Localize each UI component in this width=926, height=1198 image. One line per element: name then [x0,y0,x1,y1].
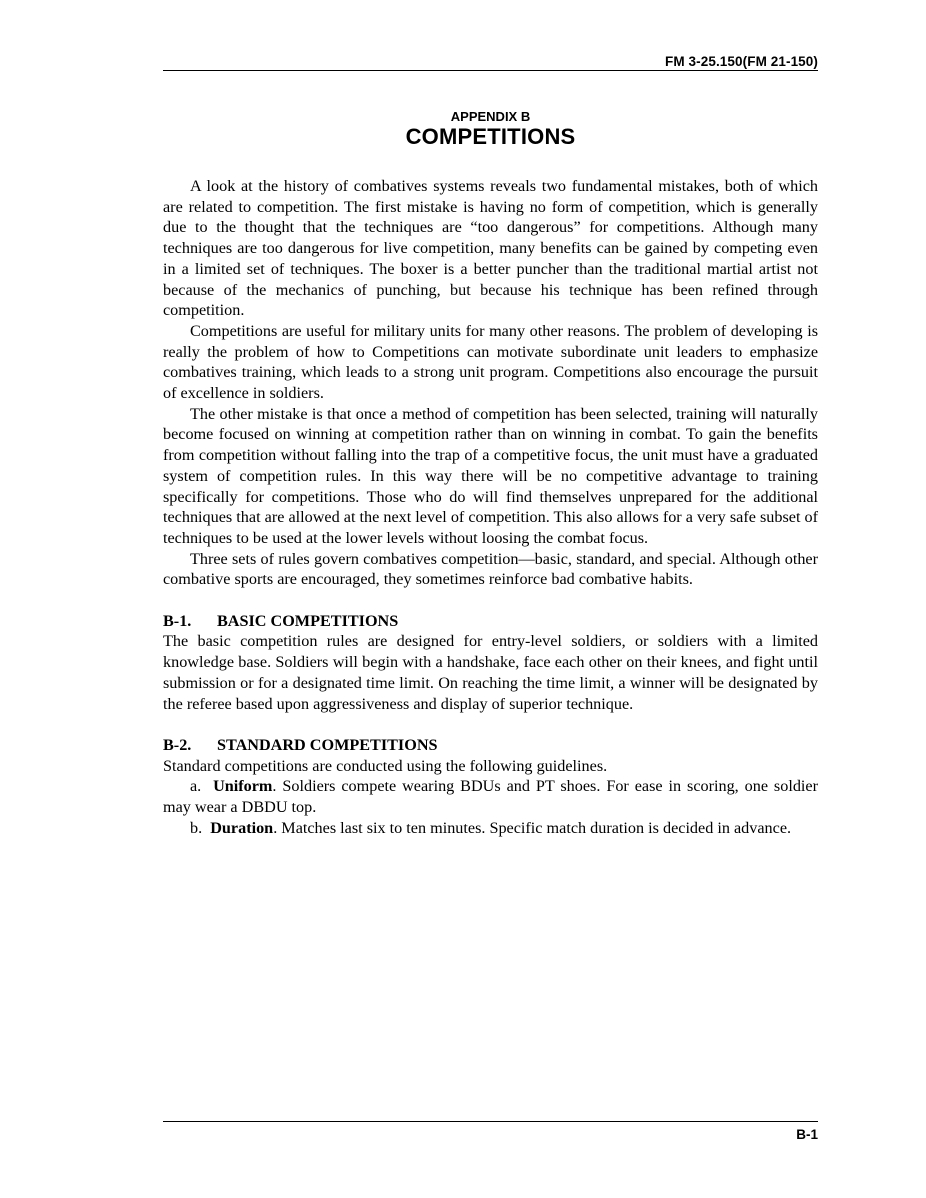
section-b2-intro: Standard competitions are conducted using the following guidelines. [163,756,608,775]
section-heading-b2 [163,735,818,756]
section-number: B-1. [163,611,192,630]
intro-paragraph-3: The other mistake is that once a method of competition has been selected, training will naturally become focused on winning at competition rather than on winning in combat. To gain the benefits from competition without falling into the trap of a competitive focus, the unit must have a graduated system of competition rules. In this way there will be no competitive advantage to training specifically for competitions. Those who do will find themselves unprepared for the additional techniques that are allowed at the next level of competition. This also allows for a very safe subset of techniques to be used at the lower levels without loosing the combat focus. [163,404,818,547]
section-heading-b1 [163,611,818,632]
section-title: STANDARD COMPETITIONS [217,735,438,754]
appendix-label: APPENDIX B [450,109,531,124]
page-title: COMPETITIONS [405,124,576,149]
section-number: B-2. [163,735,192,754]
page-number: B-1 [796,1127,818,1142]
list-item-duration [163,818,818,839]
footer-rule [163,1121,818,1122]
intro-paragraph-2: Competitions are useful for military units for many other reasons. The problem of developing is really the problem of how to Competitions can motivate subordinate unit leaders to emphasize combatives training, which leads to a strong unit program. Competitions also encourage the pursuit of excellence in soldiers. [163,321,818,403]
list-term: Uniform [213,777,273,796]
document-id: FM 3-25.150(FM 21-150) [664,54,818,69]
list-item-uniform [163,776,818,817]
list-term: Duration [210,818,274,837]
body-text [163,176,818,838]
list-letter: b. [190,818,203,837]
list-text: . Matches last six to ten minutes. Specific match duration is decided in advance. [273,818,792,837]
list-text: . Soldiers compete wearing BDUs and PT shoes. For ease in scoring, one soldier may wear a DBDU top. [163,777,818,817]
section-title: BASIC COMPETITIONS [217,611,399,630]
intro-paragraph-4: Three sets of rules govern combatives competition—basic, standard, and special. Although other combative sports are encouraged, they sometimes reinforce bad combative habits. [163,549,818,589]
intro-paragraph-1: A look at the history of combatives systems reveals two fundamental mistakes, both of which are related to competition. The first mistake is having no form of competition, which is generally due to the thought that the techniques are “too dangerous” for competitions. Although many techniques are too dangerous for live competition, many benefits can be gained by competing even in a limited set of techniques. The boxer is a better puncher than the traditional martial artist not because of the mechanics of punching, but because his technique has been refined through competition. [163,177,818,320]
header-rule [163,70,818,71]
list-letter: a. [190,777,202,796]
section-b1-paragraph: The basic competition rules are designed for entry-level soldiers, or soldiers with a limited knowledge base. Soldiers will begin with a handshake, face each other on their knees, and fight until submission or for a designated time limit. On reaching the time limit, a winner will be designated by the referee based upon aggressiveness and display of superior technique. [163,632,818,713]
